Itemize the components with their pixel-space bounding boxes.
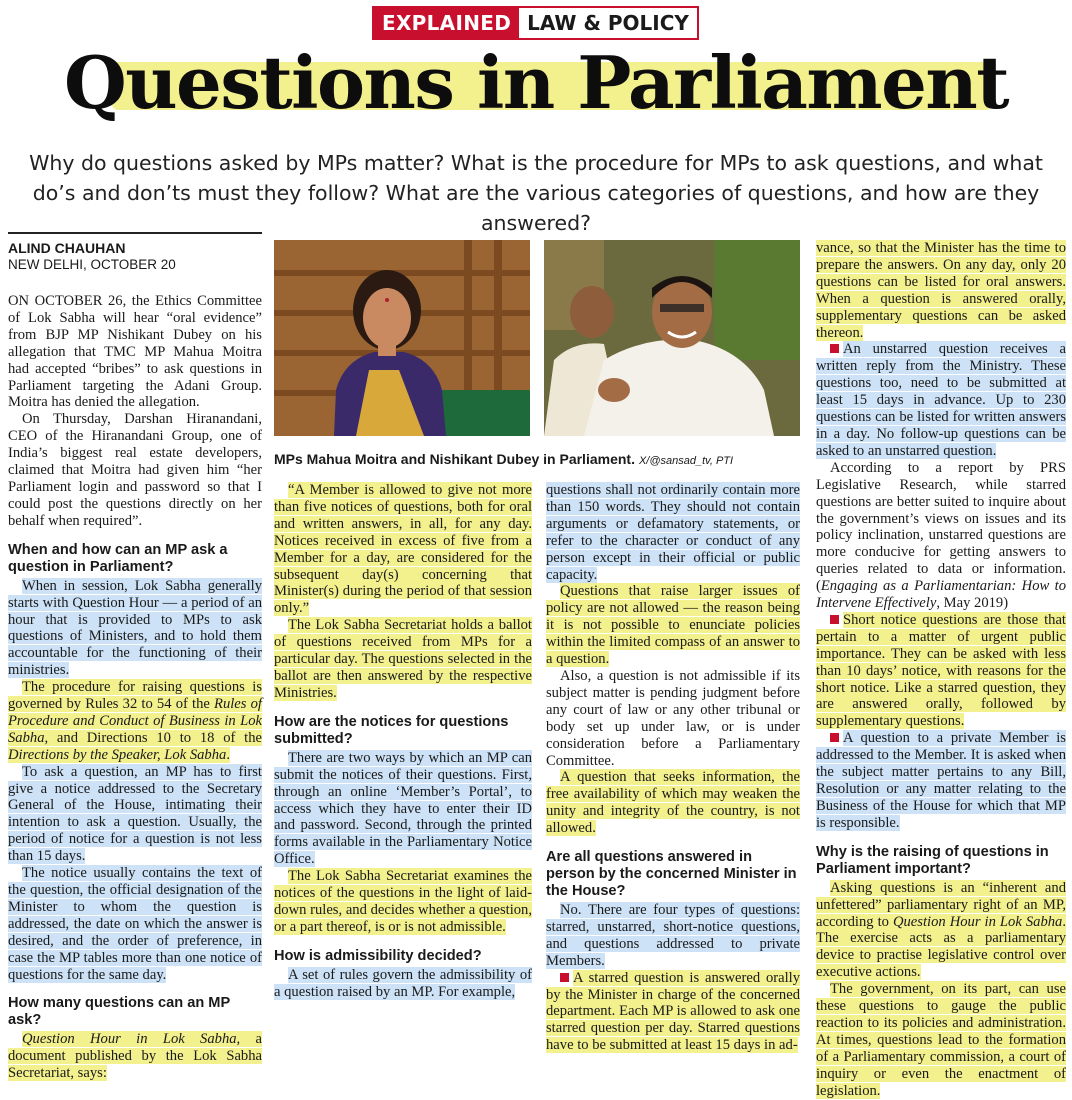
subheading: How many questions can an MP ask? bbox=[8, 995, 230, 1029]
article-column-1 bbox=[8, 240, 262, 1082]
photo-nishikant-dubey-illustration bbox=[544, 240, 800, 436]
kicker-section: LAW & POLICY bbox=[519, 8, 697, 38]
paragraph bbox=[274, 482, 532, 617]
kicker-explained: EXPLAINED bbox=[374, 8, 519, 38]
paragraph-text: The government, on its part, can use these questions to gauge the public reaction to its policies and administration. At times, questions lead to the formation of a Parliamentary commission, a court of inquiry or even the enactment of legislation. bbox=[816, 981, 1066, 1099]
paragraph-text: vance, so that the Minister has the time to prepare the answers. On any day, only 20 questions can be listed for oral answers. When a question is answered orally, supplementary questions can be asked thereon. bbox=[816, 240, 1066, 341]
paragraph bbox=[274, 750, 532, 868]
doc-title: Directions by the Speaker, Lok Sabha bbox=[8, 746, 227, 763]
paragraph bbox=[274, 617, 532, 702]
doc-title: Engaging as a Parliamentarian: How to Intervene Effectively bbox=[816, 578, 1066, 612]
text-run: , and Directions 10 to 18 of the bbox=[44, 729, 262, 746]
section-kicker bbox=[372, 6, 699, 40]
doc-title: Question Hour in Lok Sabha bbox=[22, 1031, 237, 1048]
doc-title: Question Hour in Lok Sabha bbox=[892, 913, 1063, 930]
paragraph-text: A question that seeks information, the free availability of which may weaken the unity and integrity of the country, is not allowed. bbox=[546, 769, 800, 837]
paragraph-text: A set of rules govern the admissibility of a question raised by an MP. For example, bbox=[274, 966, 532, 1000]
paragraph bbox=[816, 981, 1066, 1099]
photo-credit: X/@sansad_tv, PTI bbox=[638, 455, 734, 467]
text-run: , a document published by the Lok Sabha Secretariat, says: bbox=[8, 1031, 262, 1082]
paragraph bbox=[8, 293, 262, 411]
paragraph-text: There are two ways by which an MP can submit the notices of their questions. First, through an online ‘Member’s Portal’, to access which they have to enter their ID and password. Second, through the printed forms available in the Parliamentary Notice Office. bbox=[274, 749, 532, 868]
subheading: Are all questions answered in person by the concerned Minister in the House? bbox=[546, 849, 797, 900]
paragraph-text: A starred question is answered orally by the Minister in charge of the concerned department. Each MP is allowed to ask one starred question per day. Starred questions have to be submitted at least 15 days in ad- bbox=[546, 969, 800, 1054]
paragraph bbox=[816, 341, 1066, 459]
paragraph-text: Questions that raise larger issues of policy are not allowed — the reason being it is not possible to enunciate policies within the limited compass of an answer to a question. bbox=[546, 583, 800, 668]
paragraph bbox=[816, 460, 1066, 612]
bullet-square-icon bbox=[830, 344, 839, 353]
paragraph-text: The Lok Sabha Secretariat examines the notices of the questions in the light of laid-down rules, and decides whether a question, or a part thereof, is or is not admissible. bbox=[274, 868, 532, 935]
paragraph bbox=[816, 730, 1066, 831]
bullet-square-icon bbox=[830, 615, 839, 624]
doc-title: Rules of Procedure and Conduct of Business in Lok Sabha bbox=[8, 696, 262, 746]
byline-rule bbox=[8, 232, 262, 234]
paragraph-text: When in session, Lok Sabha generally starts with Question Hour — a period of an hour that is provided to MPs to ask questions of Ministers, and to hold them accountable for the functioning of their ministries. bbox=[8, 577, 262, 679]
photo-mahua-moitra-illustration bbox=[274, 240, 530, 436]
caption-text: MPs Mahua Moitra and Nishikant Dubey in Parliament. bbox=[274, 451, 635, 467]
bullet-square-icon bbox=[560, 973, 569, 982]
photo-caption bbox=[274, 451, 804, 470]
paragraph-text: Also, a question is not admissible if its subject matter is pending judgment before any court of law or any other tribunal or body set up under law, or is under consideration before a Parliamentary Committee. bbox=[546, 667, 800, 769]
paragraph bbox=[8, 1031, 262, 1082]
paragraph-text: questions shall not ordinarily contain more than 150 words. They should not contain arguments or defamatory statements, or refer to the character or conduct of any person except in their official or public capacity. bbox=[546, 482, 800, 583]
paragraph bbox=[8, 411, 262, 529]
paragraph bbox=[546, 583, 800, 668]
subheading: How are the notices for questions submitted? bbox=[274, 713, 509, 747]
paragraph bbox=[8, 764, 262, 865]
paragraph-text: No. There are four types of questions: starred, unstarred, short-notice questions, and questions addressed to private Members. bbox=[546, 902, 800, 969]
text-run: According to a report by PRS Legislative Research, while starred questions are better suited to inquire about the government’s views on issues and its policy inclination, unstarred questions are more conducive for getting answers to queries related to data or information. ( bbox=[816, 459, 1066, 595]
paragraph-text: ON OCTOBER 26, the Ethics Committee of Lok Sabha will hear “oral evidence” from BJP MP Nishikant Dubey on his allegation that TMC MP Mahua Moitra had accepted “bribes” to ask questions in Parliament targeting the Adani Group. Moitra has denied the allegation. bbox=[8, 293, 262, 411]
paragraph bbox=[8, 865, 262, 983]
article-column-4 bbox=[816, 240, 1066, 1100]
paragraph-text: To ask a question, an MP has to first give a notice addressed to the Secretary General of the House, intimating their intention to ask a question. Usually, the period of notice for a question is not less than 15 days. bbox=[8, 763, 262, 865]
paragraph bbox=[816, 240, 1066, 341]
paragraph bbox=[546, 970, 800, 1055]
photo-mahua-moitra bbox=[274, 240, 530, 436]
paragraph bbox=[274, 868, 532, 936]
bullet-square-icon bbox=[830, 733, 839, 742]
dateline: NEW DELHI, OCTOBER 20 bbox=[8, 257, 176, 272]
photo-nishikant-dubey bbox=[544, 240, 800, 436]
subheading: When and how can an MP ask a question in Parliament? bbox=[8, 541, 228, 575]
text-run: , May 2019) bbox=[936, 595, 1009, 612]
paragraph bbox=[546, 482, 800, 583]
paragraph bbox=[274, 967, 532, 1001]
paragraph-text: “A Member is allowed to give not more than five notices of questions, both for oral and written answers, in all, for any day. Notices received in excess of five from a Member for a day, are considered for the subsequent day(s) concerning that Minister(s) during the period of that session only.” bbox=[274, 482, 532, 617]
paragraph bbox=[546, 769, 800, 837]
subheading: How is admissibility decided? bbox=[274, 947, 482, 964]
text-run: . bbox=[226, 746, 230, 763]
text-run: The procedure for raising questions is governed by Rules 32 to 54 of the bbox=[8, 679, 262, 713]
headline: Questions in Parliament bbox=[63, 40, 1008, 125]
deck: Why do questions asked by MPs matter? What is the procedure for MPs to ask questions, and what do’s and don’ts must they follow? What are the various categories of questions, and how are they answered? bbox=[29, 151, 1043, 235]
article-column-3 bbox=[546, 482, 800, 1054]
byline-author: ALIND CHAUHAN bbox=[8, 240, 126, 256]
paragraph-text: A question to a private Member is addressed to the Member. It is asked when the subject matter pertains to any Bill, Resolution or any matter relating to the Business of the House for which that MP is responsible. bbox=[816, 730, 1066, 831]
text-run: . The exercise acts as a parliamentary device to practise legislative control over executive actions. bbox=[816, 913, 1067, 981]
article-column-2 bbox=[274, 482, 532, 1001]
text-run: Asking questions is an “inherent and unfettered” parliamentary right of an MP, according to bbox=[816, 879, 1066, 930]
paragraph bbox=[816, 880, 1066, 981]
paragraph-text: The notice usually contains the text of the question, the official designation of the Minister to whom the question is addressed, the date on which the answer is desired, and the order of preference, in case the MP tables more than one notice of questions for the same day. bbox=[8, 865, 262, 983]
paragraph-text: The Lok Sabha Secretariat holds a ballot of questions received from MPs for a particular day. The questions selected in the ballot are then answered by the respective Ministries. bbox=[274, 617, 532, 701]
paragraph bbox=[546, 902, 800, 970]
paragraph bbox=[8, 578, 262, 679]
paragraph-text: An unstarred question receives a written reply from the Ministry. These questions too, need to be submitted at least 15 days in advance. Up to 230 questions can be listed for written answers in a day. No follow-up questions can be asked to an unstarred question. bbox=[816, 341, 1066, 459]
paragraph bbox=[546, 668, 800, 769]
paragraph-text: Short notice questions are those that pertain to a matter of urgent public importance. They can be asked with less than 10 days’ notice, with reasons for the short notice. Like a starred question, they are answered orally, followed by supplementary questions. bbox=[816, 611, 1066, 730]
paragraph-text: On Thursday, Darshan Hiranandani, CEO of the Hiranandani Group, one of India’s biggest real estate developers, claimed that Moitra had given him “her Parliament login and password so that I could post the questions directly on her behalf when required”. bbox=[8, 411, 262, 529]
subheading: Why is the raising of questions in Parliament important? bbox=[816, 843, 1049, 877]
paragraph bbox=[816, 612, 1066, 730]
paragraph bbox=[8, 679, 262, 764]
